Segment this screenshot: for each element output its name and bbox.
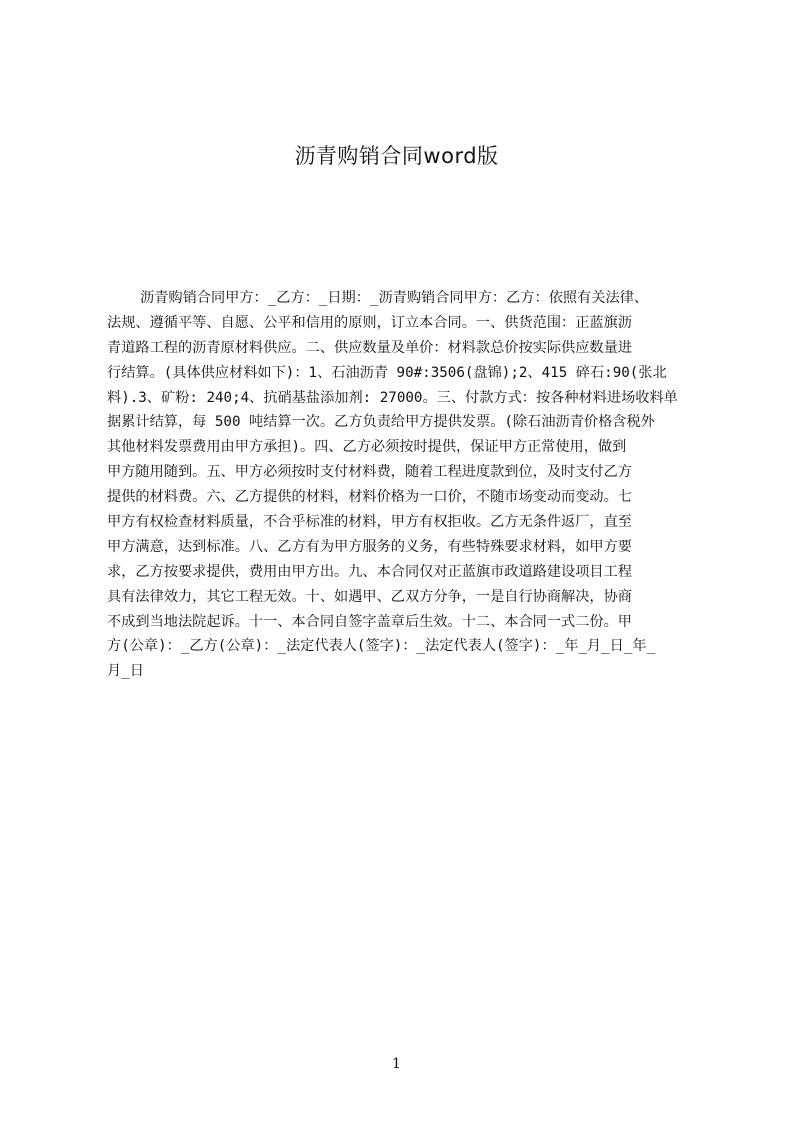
document-title: 沥青购销合同word版 xyxy=(294,144,499,168)
body-line: 甲方满意，达到标准。八、乙方有为甲方服务的义务，有些特殊要求材料，如甲方要 xyxy=(107,538,632,555)
body-line: 月_日 xyxy=(107,663,144,680)
body-line: 其他材料发票费用由甲方承担)。四、乙方必须按时提供，保证甲方正常使用，做到 xyxy=(107,439,627,456)
body-line: 料).3、矿粉: 240;4、抗硝基盐添加剂: 27000。三、付款方式：按各种材料进场收料单 xyxy=(107,389,678,406)
body-line: 法规、遵循平等、自愿、公平和信用的原则，订立本合同。一、供货范围：正蓝旗沥 xyxy=(107,314,632,331)
page-number: 1 xyxy=(392,1056,401,1072)
body-line: 不成到当地法院起诉。十一、本合同自签字盖章后生效。十二、本合同一式二份。甲 xyxy=(107,613,632,630)
body-line: 沥青购销合同甲方：_乙方：_日期：_沥青购销合同甲方：乙方：依照有关法律、 xyxy=(140,290,649,306)
body-line: 青道路工程的沥青原材料供应。二、供应数量及单价：材料款总价按实际供应数量进 xyxy=(107,339,632,356)
body-line: 方(公章)：_乙方(公章)：_法定代表人(签字)：_法定代表人(签字)：_年_月_日_年_ xyxy=(107,638,656,655)
body-line: 甲方随用随到。五、甲方必须按时支付材料费，随着工程进度款到位，及时支付乙方 xyxy=(107,464,632,481)
body-line: 行结算。(具体供应材料如下)：1、石油沥青 90#:3506(盘锦);2、415 碎石:90(张北 xyxy=(107,364,667,381)
body-line: 甲方有权检查材料质量，不合乎标准的材料，甲方有权拒收。乙方无条件返厂，直至 xyxy=(107,514,632,531)
body-line: 据累计结算，每 500 吨结算一次。乙方负责给甲方提供发票。(除石油沥青价格含税外 xyxy=(107,414,655,431)
body-line: 具有法律效力，其它工程无效。十、如遇甲、乙双方分争，一是自行协商解决，协商 xyxy=(107,588,632,605)
body-line: 提供的材料费。六、乙方提供的材料，材料价格为一口价，不随市场变动而变动。七 xyxy=(107,489,632,506)
contract-body xyxy=(107,286,697,684)
body-line: 求，乙方按要求提供，费用由甲方出。九、本合同仅对正蓝旗市政道路建设项目工程 xyxy=(107,563,632,580)
